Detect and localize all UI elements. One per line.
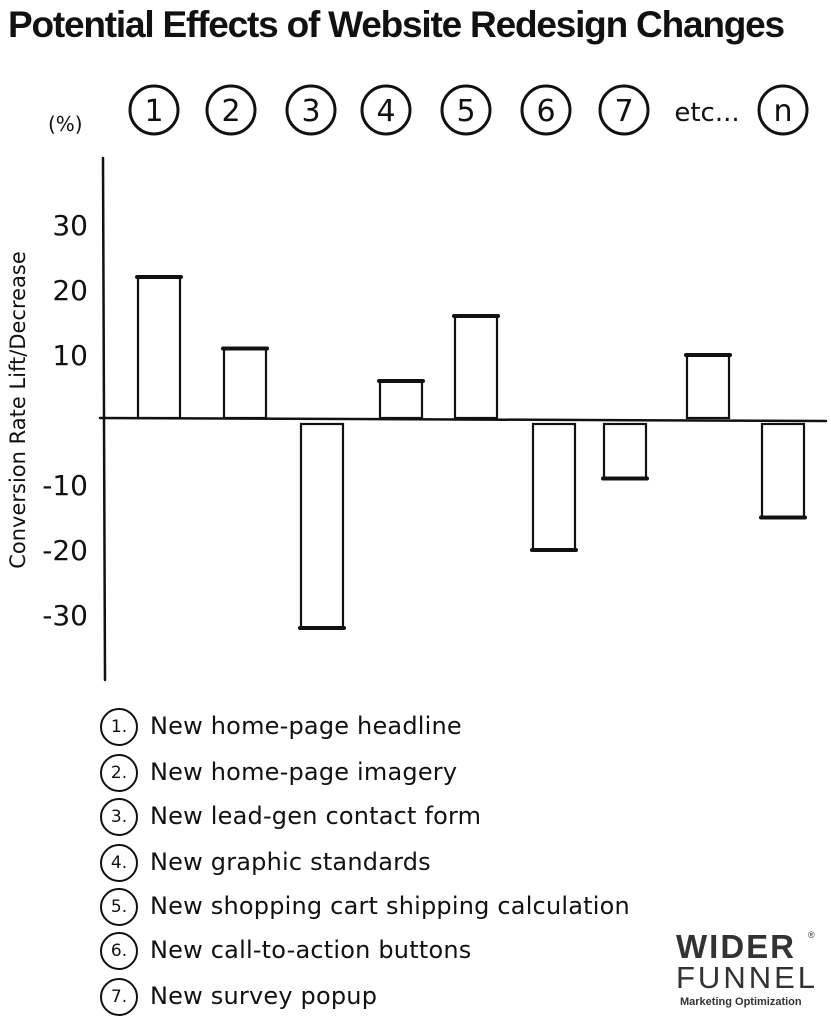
unit-label: (%) <box>48 112 83 136</box>
bar-1 <box>138 277 180 418</box>
category-header <box>674 98 739 128</box>
bar-6 <box>533 424 575 550</box>
widerfunnel-logo <box>676 928 819 1012</box>
logo-registered-mark: ® <box>808 930 815 940</box>
legend-number: 6. <box>100 932 138 970</box>
category-label: 2 <box>221 94 241 129</box>
legend-label: New graphic standards <box>150 848 431 876</box>
legend-number: 3. <box>100 798 138 836</box>
y-tick-labels <box>42 209 88 632</box>
y-axis-label: Conversion Rate Lift/Decrease <box>6 251 30 569</box>
category-label: 1 <box>144 94 164 129</box>
y-tick-label: 10 <box>52 339 88 372</box>
legend-label: New lead-gen contact form <box>150 802 482 830</box>
bar-2 <box>224 349 266 419</box>
bar-5 <box>455 316 497 418</box>
y-tick-label: -30 <box>42 599 88 632</box>
logo-line2: FUNNEL <box>676 960 819 995</box>
legend-label: New shopping cart shipping calculation <box>150 892 630 920</box>
category-header <box>207 86 255 134</box>
logo-line1: WIDER <box>676 928 796 965</box>
legend-number: 1. <box>100 708 138 746</box>
legend-number: 7. <box>100 978 138 1016</box>
chart-title: Potential Effects of Website Redesign Changes <box>8 4 784 45</box>
legend-label: New home-page headline <box>150 712 462 740</box>
bars <box>137 277 805 628</box>
y-tick-label: 20 <box>52 274 88 307</box>
category-label: 3 <box>301 94 321 129</box>
legend-number: 4. <box>100 844 138 882</box>
category-header-row <box>130 86 807 134</box>
legend-label: New survey popup <box>150 982 378 1010</box>
bar-3 <box>301 424 343 628</box>
y-tick-label: -20 <box>42 534 88 567</box>
category-header <box>759 86 807 134</box>
category-label: 5 <box>456 94 476 129</box>
legend-label: New call-to-action buttons <box>150 936 472 964</box>
category-label: etc... <box>674 98 740 128</box>
logo-tagline: Marketing Optimization <box>680 996 802 1008</box>
bar-n <box>762 424 804 518</box>
legend-number: 5. <box>100 888 138 926</box>
category-header <box>362 86 410 134</box>
category-label: n <box>773 94 793 129</box>
category-label: 4 <box>376 94 396 129</box>
bar-7 <box>604 424 646 479</box>
legend-number: 2. <box>100 754 138 792</box>
bar-etc <box>687 355 729 418</box>
y-tick-label: -10 <box>42 469 88 502</box>
category-label: 7 <box>614 94 634 129</box>
category-label: 6 <box>536 94 556 129</box>
category-header <box>287 86 335 134</box>
category-header <box>130 86 178 134</box>
legend-label: New home-page imagery <box>150 758 458 786</box>
category-header <box>442 86 490 134</box>
y-tick-label: 30 <box>52 209 88 242</box>
bar-4 <box>380 381 422 418</box>
category-header <box>522 86 570 134</box>
category-header <box>600 86 648 134</box>
